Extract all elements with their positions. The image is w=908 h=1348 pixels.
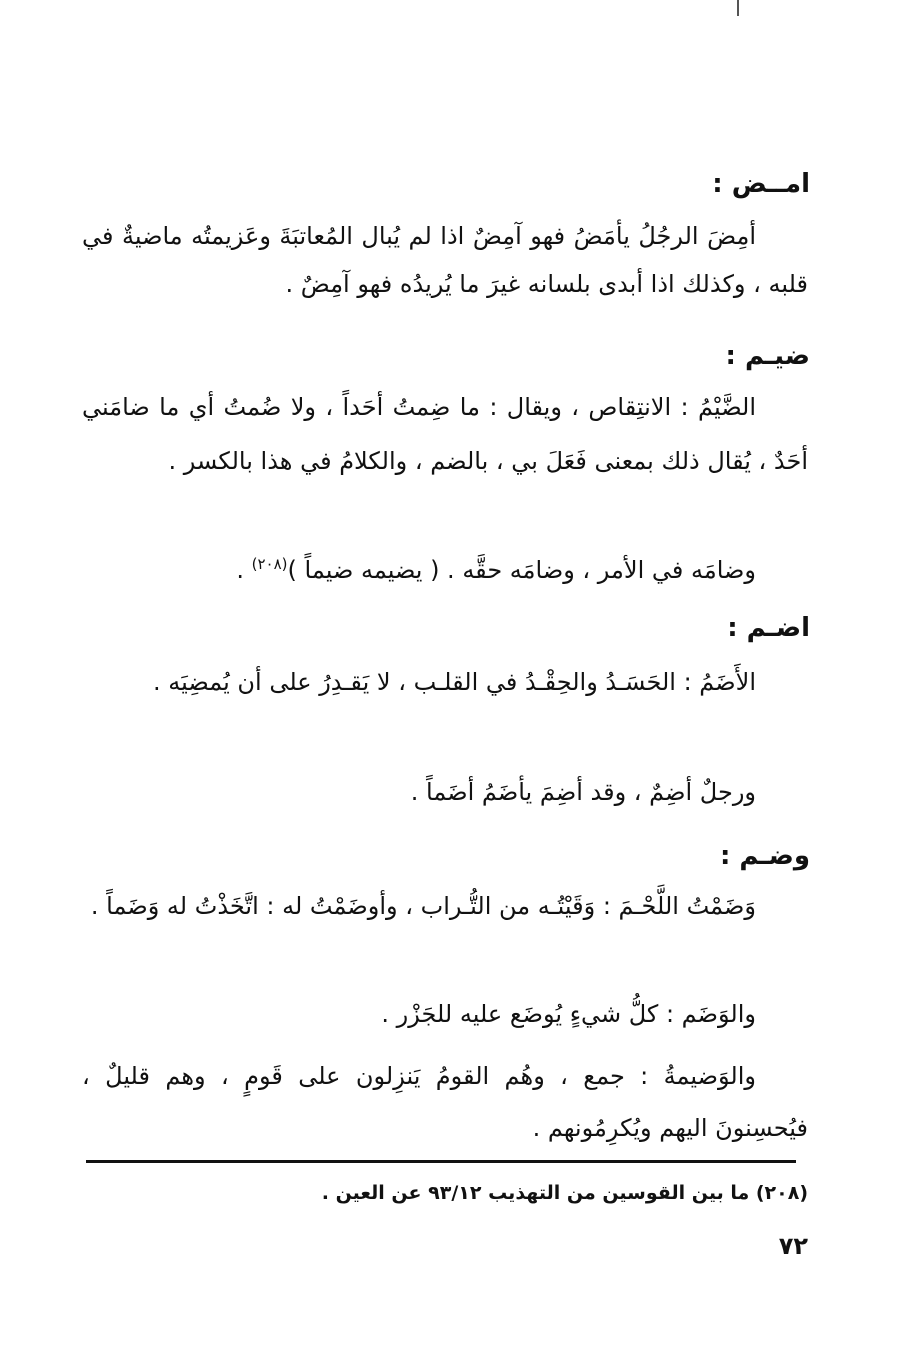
footnote-reference: (٢٠٨) — [251, 555, 288, 573]
entry-daym-paragraph-2 — [82, 540, 808, 594]
entry-wadam-paragraph-2: والوَضَم : كلُّ شيءٍ يُوضَع عليه للجَزْر . — [381, 1000, 756, 1028]
entry-adam-paragraph-1: الأَضَمُ : الحَسَـدُ والحِقْـدُ في القلـب ، لا يَقـدِرُ على أن يُمضِيَه . — [153, 668, 756, 696]
entry-heading-daym: ضيـم : — [725, 341, 810, 371]
page-number: ٧٢ — [778, 1232, 808, 1260]
entry-heading-adam: اضـم : — [727, 613, 810, 643]
entry-heading-amd: امــض : — [712, 169, 810, 199]
footnote: (٢٠٨) ما بين القوسين من التهذيب ٩٣/١٢ عن العين . — [321, 1182, 808, 1204]
scan-edge-mark — [737, 0, 739, 16]
footnote-divider — [86, 1160, 796, 1163]
entry-daym-paragraph-2-text: وضامَه في الأمر ، وضامَه حقَّه . ( يضيمه ضيماً ) — [287, 556, 756, 584]
entry-daym-paragraph-2-end: . — [236, 556, 252, 584]
entry-daym-paragraph-1: الضَّيْمُ : الانتِقاص ، ويقال : ما ضِمتُ أحَداً ، ولا ضُمتُ أي ما ضامَني أحَدٌ ، يُقال ذلك بمعنى فَعَلَ بي ، بالضم ، والكلامُ في هذا بالكسر . — [82, 393, 808, 475]
entry-heading-wadam: وضـم : — [719, 841, 810, 871]
entry-adam-paragraph-2: ورجلٌ أضِمٌ ، وقد أضِمَ يأضَمُ أضَماً . — [410, 778, 756, 806]
entry-wadam-paragraph-1: وَضَمْتُ اللَّحْـمَ : وَقَيْتُـه من التُّـراب ، وأوضَمْتُ له : اتَّخَذْتُ له وَضَماً . — [90, 892, 756, 920]
entry-amd-paragraph-1: أمِضَ الرجُلُ يأمَضُ فهو آمِضٌ اذا لم يُبال المُعاتبَةَ وعَزيمتُه ماضيةٌ في قلبه ، وكذلك اذا أبدى بلسانه غيرَ ما يُريدُه فهو آمِضٌ . — [82, 222, 808, 298]
entry-wadam-paragraph-3: والوَضيمةُ : جمع ، وهُم القومُ يَنزِلون على قَومٍ ، وهم قليلٌ ، فيُحسِنونَ اليهم ويُكرِمُونهم . — [82, 1062, 808, 1142]
